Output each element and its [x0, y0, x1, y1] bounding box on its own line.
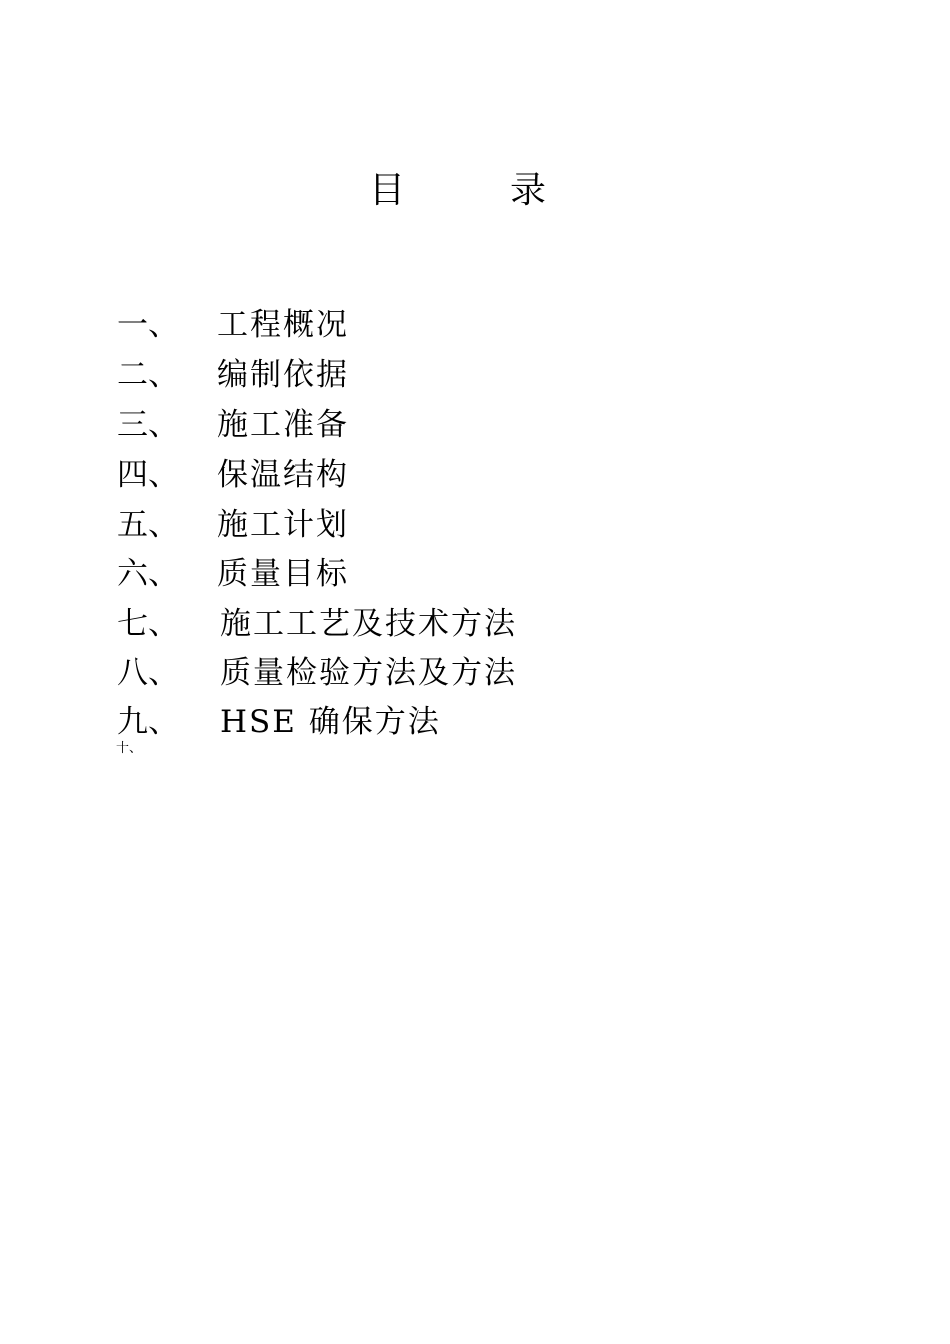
toc-item-text: 施工计划 [217, 507, 349, 543]
toc-title [0, 166, 950, 216]
toc-title-char-1: 目 [369, 170, 406, 211]
toc-item-number: 五、 [117, 507, 179, 543]
toc-item-text: 施工工艺及技术方法 [220, 606, 517, 642]
toc-item [0, 554, 950, 594]
toc-item-number: 七、 [117, 606, 179, 642]
toc-item-number: 六、 [117, 556, 179, 592]
toc-item-text: 质量检验方法及方法 [220, 655, 517, 691]
toc-item-text: HSE 确保方法 [220, 704, 441, 740]
toc-item-number: 三、 [117, 407, 179, 443]
toc-item [0, 702, 950, 742]
toc-item-text: 施工准备 [217, 407, 349, 443]
toc-item-tiny: 十、 [116, 741, 143, 756]
toc-item-number: 一、 [117, 307, 179, 343]
toc-item-number: 九、 [117, 704, 179, 740]
toc-item-number: 四、 [117, 457, 179, 493]
toc-item-number: 二、 [117, 357, 179, 393]
toc-item [0, 455, 950, 495]
toc-item-text: 工程概况 [217, 307, 349, 343]
toc-item [0, 604, 950, 644]
toc-item [0, 505, 950, 545]
toc-item-text: 质量目标 [217, 556, 349, 592]
toc-item [0, 653, 950, 693]
toc-item [0, 355, 950, 395]
toc-item-text: 编制依据 [217, 357, 349, 393]
toc-item [0, 305, 950, 345]
toc-item-number: 八、 [117, 655, 179, 691]
toc-item [0, 405, 950, 445]
toc-item-text: 保温结构 [217, 457, 349, 493]
toc-title-char-2: 录 [510, 170, 547, 211]
